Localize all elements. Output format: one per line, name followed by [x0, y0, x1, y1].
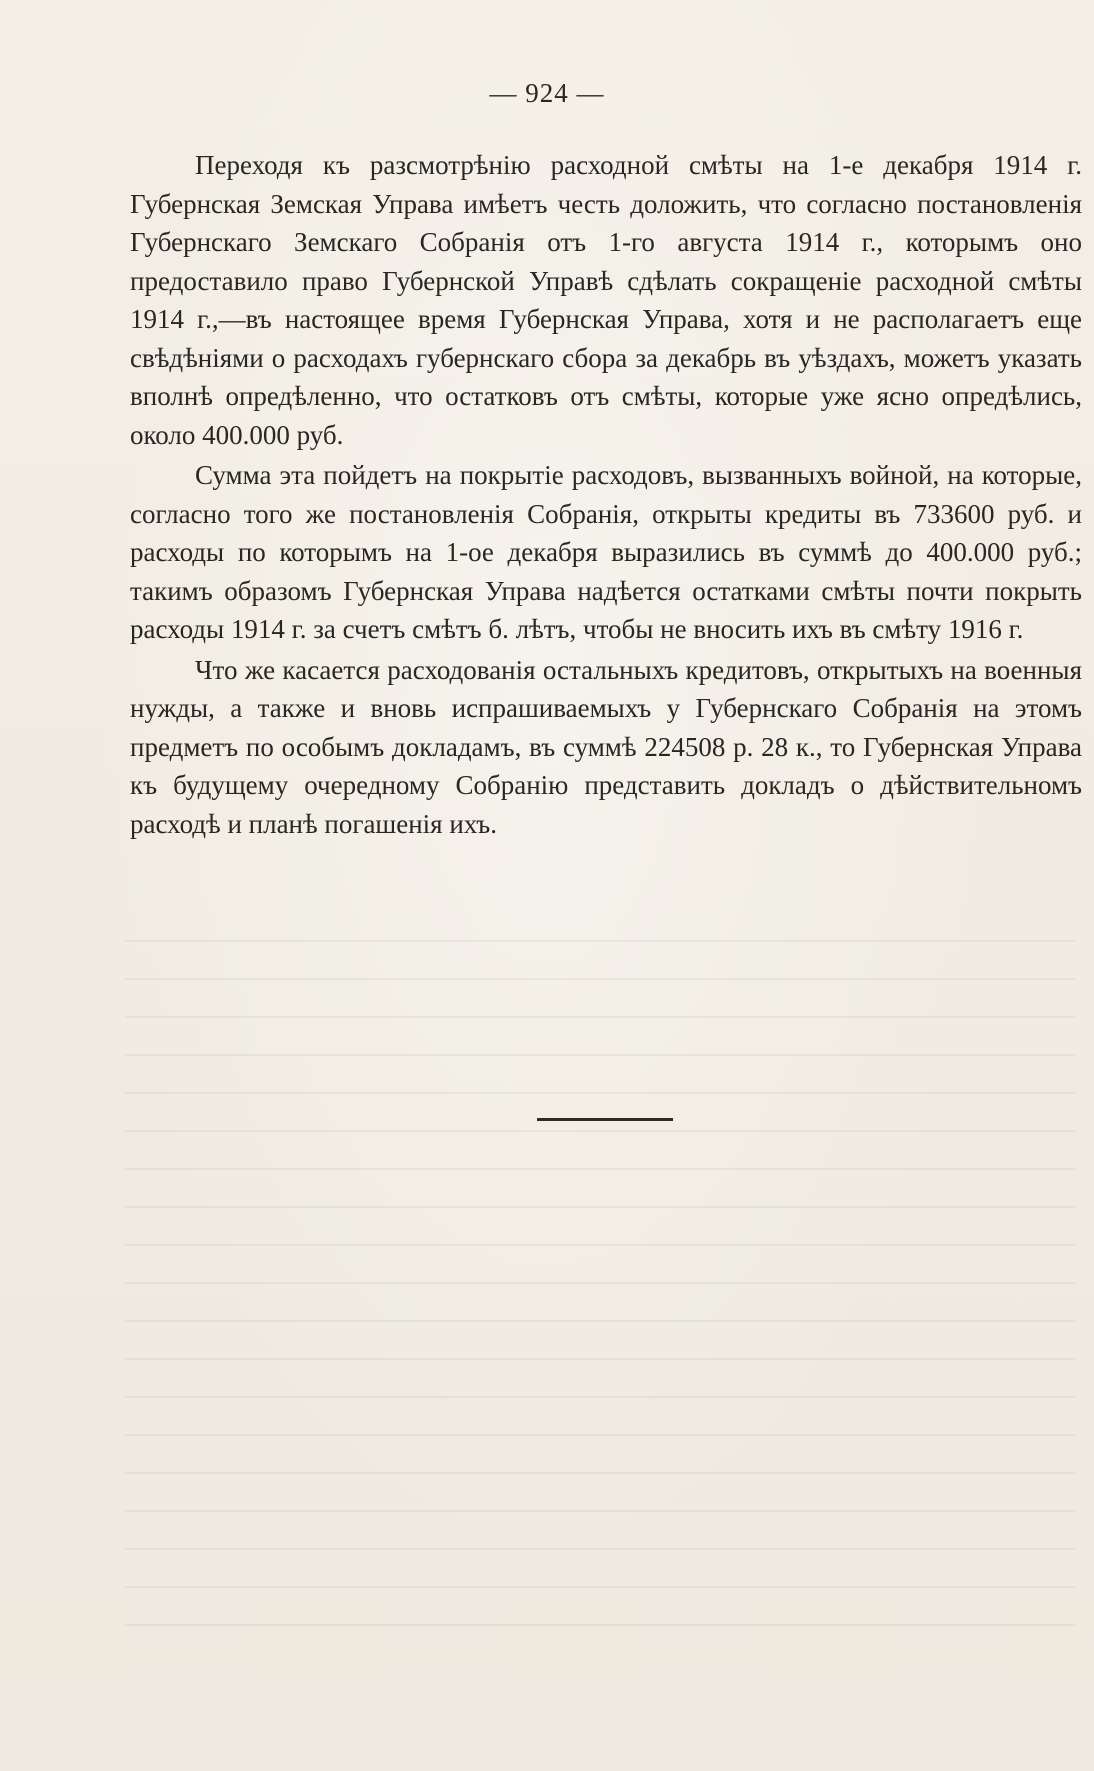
section-divider	[537, 1118, 673, 1121]
paragraph-3: Что же касается расходованія остальныхъ кредитовъ, открытыхъ на военныя нужды, а также и вновь испрашиваемыхъ у Губернскаго Собранія на этомъ предметъ по особымъ докладамъ, въ суммѣ 224508 р. 28 к., то Губернская Управа къ будущему очередному Собранію представить докладъ о дѣйствительномъ расходѣ и планѣ погашенія ихъ.	[130, 654, 1082, 839]
paragraph-1: Переходя къ разсмотрѣнію расходной смѣты на 1-е декабря 1914 г. Губернская Земская Управа имѣетъ честь доложить, что согласно постановленія Губернскаго Земскаго Собранія отъ 1-го августа 1914 г., которымъ оно предоставило право Губернской Управѣ сдѣлать сокращеніе расходной смѣты 1914 г.,—въ настоящее время Губернская Управа, хотя и не располагаетъ еще свѣдѣніями о расходахъ губернскаго сбора за декабрь въ уѣздахъ, можетъ указать вполнѣ опредѣленно, что остатковъ отъ смѣты, которые уже ясно опредѣлись, около 400.000 руб.	[130, 150, 1082, 450]
page-number: — 924 —	[489, 78, 605, 108]
body-text	[130, 146, 1082, 843]
paragraph-2: Сумма эта пойдетъ на покрытіе расходовъ, вызванныхъ войной, на которые, согласно того же постановленія Собранія, открыты кредиты въ 733600 руб. и расходы по которымъ на 1-ое декабря выразились въ суммѣ до 400.000 руб.; такимъ образомъ Губернская Управа надѣется остатками смѣты почти покрыть расходы 1914 г. за счетъ смѣтъ б. лѣтъ, чтобы не вносить ихъ въ смѣту 1916 г.	[130, 460, 1082, 644]
show-through-texture	[125, 940, 1075, 1660]
